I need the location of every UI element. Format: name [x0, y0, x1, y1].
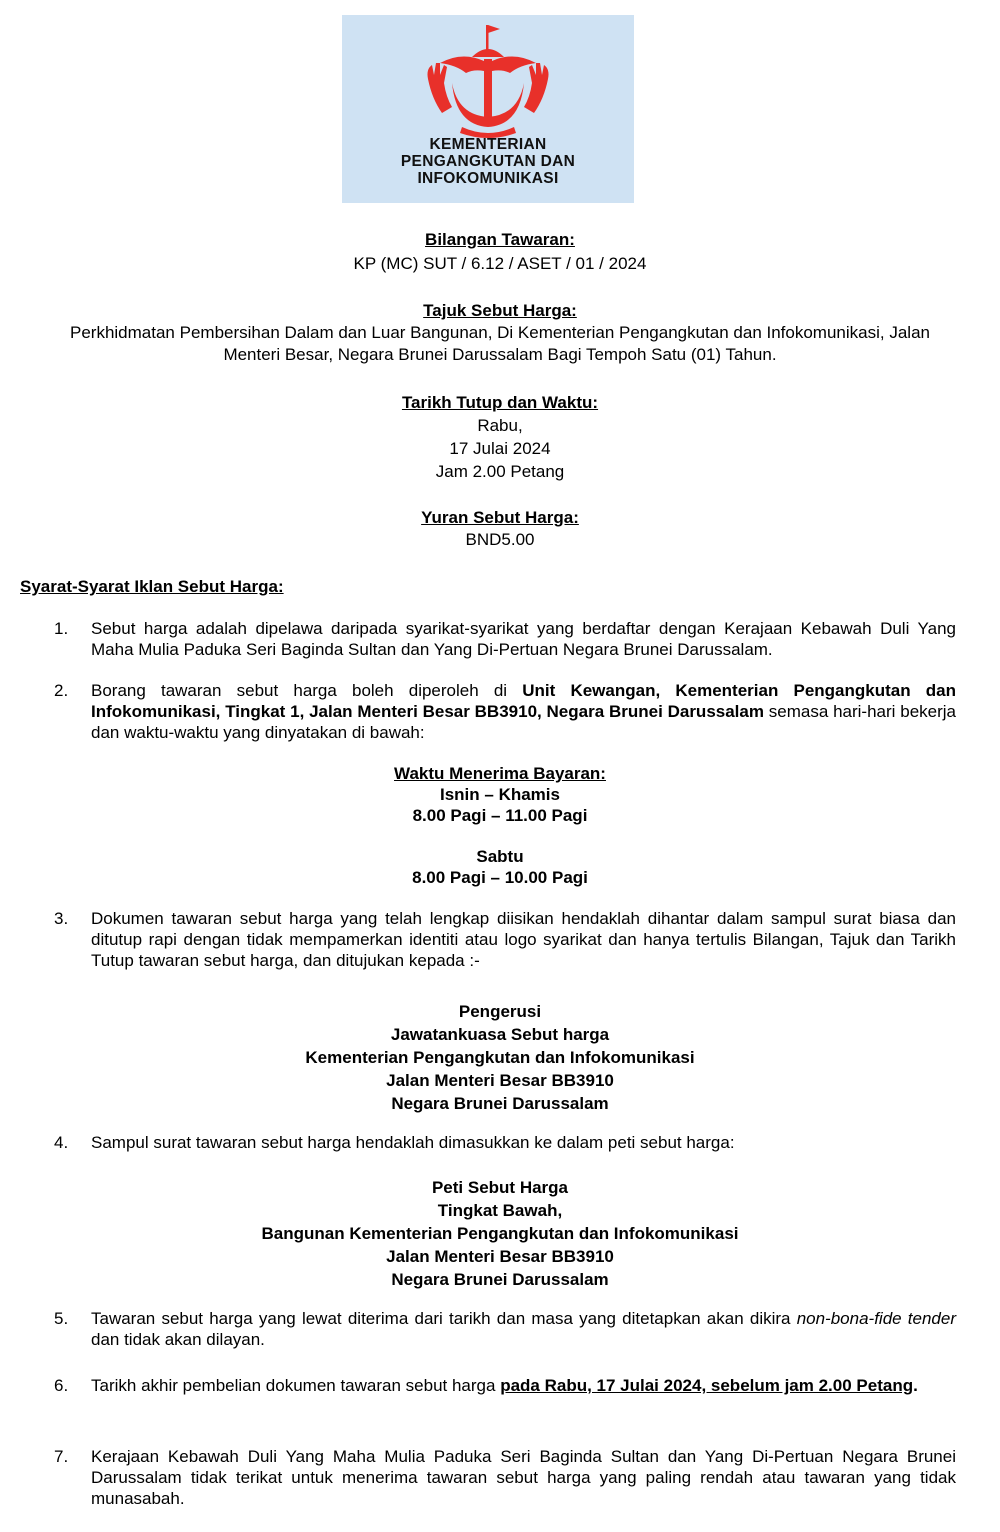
closing-label: Tarikh Tutup dan Waktu:: [401, 393, 599, 412]
addressee-line: Jalan Menteri Besar BB3910: [386, 1071, 614, 1090]
closing-day: Rabu,: [477, 416, 523, 435]
term-item-7: [54, 1446, 956, 1509]
term-number: 6.: [54, 1376, 69, 1395]
term-text: [91, 1375, 956, 1396]
ministry-name-line3: INFOKOMUNIKASI: [417, 170, 559, 187]
term-text: Sampul surat tawaran sebut harga hendaklah dimasukkan ke dalam peti sebut harga:: [91, 1133, 735, 1152]
offer-number-value: KP (MC) SUT / 6.12 / ASET / 01 / 2024: [353, 254, 647, 273]
term-item-3: [54, 908, 956, 971]
addressee-line: Pengerusi: [458, 1002, 542, 1021]
term-item-4: [54, 1132, 956, 1153]
tender-box-line: Peti Sebut Harga: [431, 1178, 569, 1197]
term-text-part: semasa hari-hari bekerja dan waktu-waktu yang dinyatakan di bawah:: [91, 702, 956, 742]
ministry-name-line1: KEMENTERIAN: [429, 136, 547, 153]
term-number: 4.: [54, 1133, 69, 1152]
closing-time: Jam 2.00 Petang: [435, 462, 565, 481]
term-number: 2.: [54, 681, 69, 700]
term-text-bold-underline: pada Rabu, 17 Julai 2024, sebelum jam 2.00 Petang: [500, 1376, 914, 1395]
payment-saturday: Sabtu: [476, 847, 524, 866]
term-text-part: Tarikh akhir pembelian dokumen tawaran sebut harga: [91, 1376, 501, 1395]
term-text: Sebut harga adalah dipelawa daripada syarikat-syarikat yang berdaftar dengan Kerajaan Kebawah Duli Yang Maha Mulia Paduka Seri Baginda Sultan dan Yang Di-Pertuan Negara Brunei Darussalam.: [91, 619, 956, 659]
term-text-part: dan tidak akan dilayan.: [91, 1330, 265, 1349]
term-text-bold: Unit Kewangan, Kementerian Pengangkutan dan Infokomunikasi, Tingkat 1, Jalan Menteri Besar BB3910, Negara Brunei Darussalam: [91, 681, 956, 721]
ministry-name-line2: PENGANGKUTAN DAN: [400, 153, 576, 170]
payment-hours-section: [0, 763, 1000, 888]
closing-section: [0, 391, 1000, 483]
term-text-italic: non-bona-fide tender: [796, 1309, 956, 1328]
terms-heading: Syarat-Syarat Iklan Sebut Harga:: [20, 577, 284, 596]
title-line2: Menteri Besar, Negara Brunei Darussalam Bagi Tempoh Satu (01) Tahun.: [223, 345, 777, 364]
payment-weekdays: Isnin – Khamis: [440, 785, 560, 804]
title-line1: Perkhidmatan Pembersihan Dalam dan Luar Bangunan, Di Kementerian Pengangkutan dan Infokomunikasi, Jalan: [70, 323, 930, 342]
payment-weekday-time: 8.00 Pagi – 11.00 Pagi: [412, 806, 588, 825]
term-text-part: .: [913, 1376, 918, 1395]
term-text: [91, 680, 956, 743]
term-number: 7.: [54, 1447, 69, 1466]
addressee-line: Negara Brunei Darussalam: [391, 1094, 609, 1113]
title-section: [0, 300, 1000, 366]
offer-number-section: [0, 229, 1000, 275]
brunei-crest-icon: [422, 21, 554, 139]
tender-box-line: Negara Brunei Darussalam: [391, 1270, 609, 1289]
closing-date: 17 Julai 2024: [449, 439, 551, 458]
term-text-part: Tawaran sebut harga yang lewat diterima dari tarikh dan masa yang ditetapkan akan dikira: [91, 1309, 797, 1328]
addressee-line: Jawatankuasa Sebut harga: [390, 1025, 610, 1044]
payment-saturday-time: 8.00 Pagi – 10.00 Pagi: [412, 868, 588, 887]
term-number: 3.: [54, 909, 69, 928]
term-number: 5.: [54, 1309, 69, 1328]
ministry-name: [342, 136, 634, 187]
term-text: Kerajaan Kebawah Duli Yang Maha Mulia Paduka Seri Baginda Sultan dan Yang Di-Pertuan Negara Brunei Darussalam tidak terikat untuk menerima tawaran sebut harga yang paling rendah atau tawaran yang tidak munasabah.: [91, 1447, 956, 1508]
tender-box-block: [0, 1176, 1000, 1291]
term-item-6: [54, 1375, 956, 1396]
fee-label: Yuran Sebut Harga:: [421, 508, 579, 527]
term-text-part: Borang tawaran sebut harga boleh diperoleh di: [91, 681, 523, 700]
title-label: Tajuk Sebut Harga:: [423, 301, 577, 320]
term-text: [91, 1308, 956, 1350]
tender-box-line: Jalan Menteri Besar BB3910: [386, 1247, 614, 1266]
payment-hours-label: Waktu Menerima Bayaran:: [394, 764, 606, 783]
tender-box-line: Bangunan Kementerian Pengangkutan dan Infokomunikasi: [261, 1224, 739, 1243]
addressee-line: Kementerian Pengangkutan dan Infokomunikasi: [305, 1048, 695, 1067]
term-text: Dokumen tawaran sebut harga yang telah lengkap diisikan hendaklah dihantar dalam sampul surat biasa dan ditutup rapi dengan tidak mempamerkan identiti atau logo syarikat dan hanya tertulis Bilangan, Tajuk dan Tarikh Tutup tawaran sebut harga, dan ditujukan kepada :-: [91, 909, 956, 970]
fee-value: BND5.00: [465, 530, 535, 549]
ministry-logo: [342, 15, 634, 203]
fee-section: [0, 507, 1000, 551]
tender-box-line: Tingkat Bawah,: [437, 1201, 563, 1220]
offer-number-label: Bilangan Tawaran:: [425, 230, 575, 249]
term-item-2: [54, 680, 956, 743]
term-item-5: [54, 1308, 956, 1350]
addressee-block: [0, 1000, 1000, 1115]
term-number: 1.: [54, 619, 69, 638]
term-item-1: [54, 618, 956, 660]
